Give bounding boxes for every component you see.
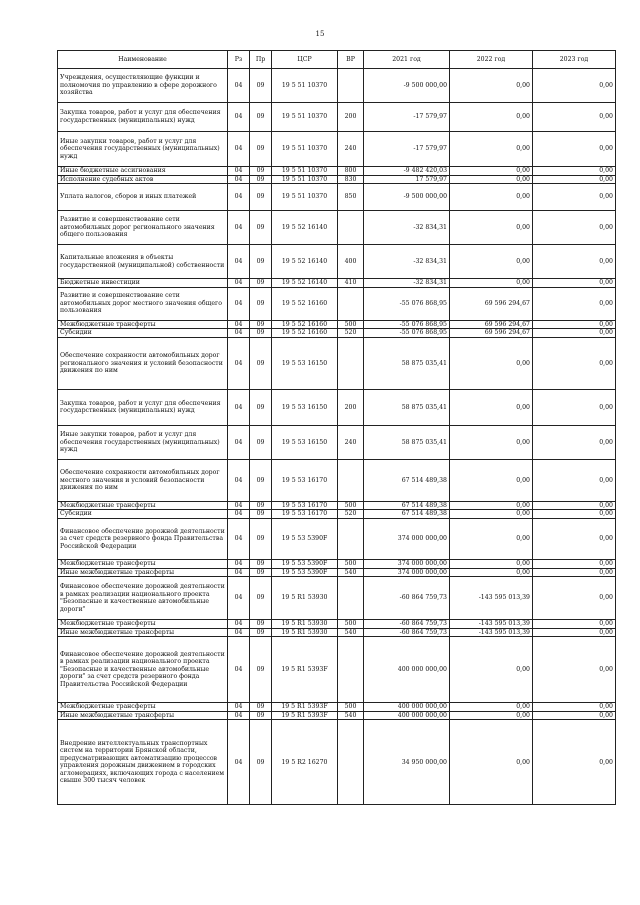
row-amount-2023: 0,00: [533, 510, 616, 519]
row-csr: 19 5 53 5390F: [272, 559, 338, 568]
row-vr: 540: [338, 568, 364, 577]
row-amount-2023: 0,00: [533, 132, 616, 167]
row-rz: 04: [228, 628, 250, 637]
table-row: [58, 510, 616, 519]
row-amount-2021: -60 864 759,73: [364, 577, 450, 620]
row-amount-2022: -143 595 013,39: [450, 577, 533, 620]
row-amount-2022: 0,00: [450, 132, 533, 167]
table-row: [58, 337, 616, 389]
table-row: [58, 184, 616, 211]
row-pr: 09: [250, 167, 272, 176]
row-vr: [338, 69, 364, 103]
row-pr: 09: [250, 637, 272, 703]
row-pr: 09: [250, 459, 272, 501]
row-rz: 04: [228, 577, 250, 620]
row-vr: 850: [338, 184, 364, 211]
row-csr: 19 5 53 16150: [272, 425, 338, 459]
row-amount-2021: 58 875 035,41: [364, 425, 450, 459]
table-row: [58, 425, 616, 459]
row-amount-2021: -55 076 868,95: [364, 287, 450, 320]
row-name: Иные бюджетные ассигнования: [58, 167, 228, 176]
row-amount-2023: 0,00: [533, 320, 616, 329]
row-rz: 04: [228, 389, 250, 425]
row-name: Закупка товаров, работ и услуг для обеспечения государственных (муниципальных) нужд: [58, 103, 228, 132]
table-row: [58, 637, 616, 703]
row-amount-2021: 58 875 035,41: [364, 337, 450, 389]
table-row: [58, 559, 616, 568]
row-name: Иные межбюджетные трансферты: [58, 568, 228, 577]
row-amount-2023: 0,00: [533, 167, 616, 176]
row-name: Учреждения, осуществляющие функции и полномочия по управлению в сфере дорожного хозяйства: [58, 69, 228, 103]
row-pr: 09: [250, 559, 272, 568]
row-rz: 04: [228, 559, 250, 568]
row-amount-2022: 0,00: [450, 637, 533, 703]
row-pr: 09: [250, 245, 272, 279]
row-csr: 19 5 52 16140: [272, 211, 338, 245]
row-amount-2022: 0,00: [450, 103, 533, 132]
row-vr: 200: [338, 389, 364, 425]
row-rz: 04: [228, 211, 250, 245]
row-name: Бюджетные инвестиции: [58, 279, 228, 288]
row-csr: 19 5 52 16140: [272, 245, 338, 279]
row-vr: 830: [338, 175, 364, 184]
row-amount-2022: 0,00: [450, 510, 533, 519]
row-vr: 200: [338, 103, 364, 132]
row-amount-2021: 400 000 000,00: [364, 711, 450, 720]
row-rz: 04: [228, 720, 250, 805]
row-name: Субсидии: [58, 510, 228, 519]
row-amount-2021: 374 000 000,00: [364, 518, 450, 559]
row-csr: 19 5 R1 53930: [272, 628, 338, 637]
table-row: [58, 279, 616, 288]
row-rz: 04: [228, 132, 250, 167]
row-name: Иные межбюджетные трансферты: [58, 628, 228, 637]
row-amount-2022: 0,00: [450, 501, 533, 510]
row-amount-2022: 69 596 294,67: [450, 329, 533, 338]
row-csr: 19 5 53 5390F: [272, 568, 338, 577]
row-vr: [338, 287, 364, 320]
row-amount-2023: 0,00: [533, 103, 616, 132]
row-vr: 540: [338, 711, 364, 720]
table-row: [58, 167, 616, 176]
row-name: Финансовое обеспечение дорожной деятельности за счет средств резервного фонда Правительства Российской Федерации: [58, 518, 228, 559]
row-amount-2023: 0,00: [533, 628, 616, 637]
row-vr: 400: [338, 245, 364, 279]
row-rz: 04: [228, 459, 250, 501]
row-amount-2022: 0,00: [450, 175, 533, 184]
table-row: [58, 703, 616, 712]
row-csr: 19 5 R2 16270: [272, 720, 338, 805]
row-amount-2023: 0,00: [533, 245, 616, 279]
row-amount-2021: -17 579,97: [364, 132, 450, 167]
row-csr: 19 5 53 16150: [272, 337, 338, 389]
row-pr: 09: [250, 711, 272, 720]
row-amount-2023: 0,00: [533, 211, 616, 245]
row-name: Иные закупки товаров, работ и услуг для обеспечения государственных (муниципальных) нужд: [58, 425, 228, 459]
row-pr: 09: [250, 279, 272, 288]
row-rz: 04: [228, 620, 250, 629]
row-amount-2023: 0,00: [533, 501, 616, 510]
row-rz: 04: [228, 518, 250, 559]
table-row: [58, 628, 616, 637]
row-vr: 540: [338, 628, 364, 637]
row-csr: 19 5 R1 5393F: [272, 711, 338, 720]
row-amount-2022: 0,00: [450, 167, 533, 176]
table-body: [58, 69, 616, 805]
row-amount-2023: 0,00: [533, 279, 616, 288]
row-amount-2021: 400 000 000,00: [364, 637, 450, 703]
row-amount-2021: -9 482 420,03: [364, 167, 450, 176]
row-amount-2021: 374 000 000,00: [364, 559, 450, 568]
budget-table: [57, 50, 616, 805]
row-amount-2022: 0,00: [450, 459, 533, 501]
column-header-csr: ЦСР: [272, 51, 338, 69]
row-amount-2023: 0,00: [533, 637, 616, 703]
row-amount-2022: 69 596 294,67: [450, 287, 533, 320]
row-pr: 09: [250, 175, 272, 184]
row-csr: 19 5 52 16160: [272, 320, 338, 329]
row-pr: 09: [250, 568, 272, 577]
table-row: [58, 103, 616, 132]
row-rz: 04: [228, 703, 250, 712]
row-vr: 520: [338, 329, 364, 338]
row-amount-2021: 17 579,97: [364, 175, 450, 184]
row-amount-2022: 0,00: [450, 337, 533, 389]
row-amount-2022: 0,00: [450, 703, 533, 712]
row-amount-2023: 0,00: [533, 620, 616, 629]
row-pr: 09: [250, 211, 272, 245]
row-vr: 500: [338, 620, 364, 629]
row-rz: 04: [228, 425, 250, 459]
row-csr: 19 5 51 10370: [272, 132, 338, 167]
row-amount-2021: -60 864 759,73: [364, 620, 450, 629]
table-row: [58, 245, 616, 279]
row-csr: 19 5 52 16160: [272, 329, 338, 338]
row-amount-2022: 0,00: [450, 279, 533, 288]
row-vr: 500: [338, 320, 364, 329]
row-name: Межбюджетные трансферты: [58, 501, 228, 510]
row-name: Внедрение интеллектуальных транспортных систем на территории Брянской области, предусматривающих автоматизацию процессов управления дорожным движением в городских агломерациях, включающих города с населением свыше 300 тысяч человек: [58, 720, 228, 805]
row-csr: 19 5 51 10370: [272, 175, 338, 184]
column-header-2023: 2023 год: [533, 51, 616, 69]
row-csr: 19 5 53 16170: [272, 501, 338, 510]
row-vr: 240: [338, 132, 364, 167]
row-pr: 09: [250, 518, 272, 559]
row-csr: 19 5 R1 53930: [272, 577, 338, 620]
row-amount-2021: -9 500 000,00: [364, 69, 450, 103]
row-name: Капитальные вложения в объекты государственной (муниципальной) собственности: [58, 245, 228, 279]
row-name: Развитие и совершенствование сети автомобильных дорог регионального значения общего пользования: [58, 211, 228, 245]
table-row: [58, 132, 616, 167]
row-amount-2023: 0,00: [533, 287, 616, 320]
row-rz: 04: [228, 320, 250, 329]
column-header-2022: 2022 год: [450, 51, 533, 69]
row-name: Уплата налогов, сборов и иных платежей: [58, 184, 228, 211]
row-name: Иные межбюджетные трансферты: [58, 711, 228, 720]
row-pr: 09: [250, 703, 272, 712]
table-row: [58, 287, 616, 320]
row-csr: 19 5 52 16140: [272, 279, 338, 288]
row-pr: 09: [250, 501, 272, 510]
row-rz: 04: [228, 245, 250, 279]
row-name: Финансовое обеспечение дорожной деятельности в рамках реализации национального проекта "Безопасные и качественные автомобильные дороги": [58, 577, 228, 620]
row-pr: 09: [250, 287, 272, 320]
row-name: Закупка товаров, работ и услуг для обеспечения государственных (муниципальных) нужд: [58, 389, 228, 425]
row-amount-2022: 0,00: [450, 389, 533, 425]
table-row: [58, 459, 616, 501]
row-amount-2021: 67 514 489,38: [364, 459, 450, 501]
row-csr: 19 5 51 10370: [272, 167, 338, 176]
row-amount-2021: 58 875 035,41: [364, 389, 450, 425]
table-row: [58, 577, 616, 620]
row-amount-2022: 0,00: [450, 568, 533, 577]
row-rz: 04: [228, 184, 250, 211]
row-amount-2021: -32 834,31: [364, 279, 450, 288]
row-amount-2023: 0,00: [533, 337, 616, 389]
row-pr: 09: [250, 577, 272, 620]
row-rz: 04: [228, 69, 250, 103]
row-rz: 04: [228, 103, 250, 132]
row-pr: 09: [250, 510, 272, 519]
row-csr: 19 5 51 10370: [272, 184, 338, 211]
row-csr: 19 5 R1 5393F: [272, 637, 338, 703]
table-row: [58, 389, 616, 425]
row-pr: 09: [250, 425, 272, 459]
row-amount-2023: 0,00: [533, 577, 616, 620]
table-row: [58, 620, 616, 629]
row-amount-2023: 0,00: [533, 720, 616, 805]
row-amount-2023: 0,00: [533, 329, 616, 338]
column-header-pr: Пр: [250, 51, 272, 69]
table-row: [58, 711, 616, 720]
row-name: Межбюджетные трансферты: [58, 620, 228, 629]
row-vr: [338, 637, 364, 703]
row-amount-2022: 0,00: [450, 518, 533, 559]
row-amount-2022: -143 595 013,39: [450, 620, 533, 629]
row-vr: 800: [338, 167, 364, 176]
row-csr: 19 5 53 16170: [272, 459, 338, 501]
row-amount-2022: 0,00: [450, 720, 533, 805]
row-amount-2022: 0,00: [450, 245, 533, 279]
row-amount-2022: 0,00: [450, 559, 533, 568]
row-vr: [338, 459, 364, 501]
row-amount-2021: 374 000 000,00: [364, 568, 450, 577]
table-row: [58, 720, 616, 805]
row-amount-2023: 0,00: [533, 703, 616, 712]
row-pr: 09: [250, 103, 272, 132]
row-name: Иные закупки товаров, работ и услуг для обеспечения государственных (муниципальных) нужд: [58, 132, 228, 167]
row-amount-2021: -9 500 000,00: [364, 184, 450, 211]
row-amount-2022: 0,00: [450, 184, 533, 211]
row-amount-2023: 0,00: [533, 459, 616, 501]
row-vr: [338, 337, 364, 389]
row-vr: [338, 211, 364, 245]
row-amount-2021: 67 514 489,38: [364, 501, 450, 510]
row-name: Исполнение судебных актов: [58, 175, 228, 184]
page-number: 15: [315, 30, 325, 38]
table-row: [58, 69, 616, 103]
table-row: [58, 211, 616, 245]
column-header-2021: 2021 год: [364, 51, 450, 69]
row-amount-2021: -55 076 868,95: [364, 320, 450, 329]
row-vr: 500: [338, 559, 364, 568]
row-vr: 240: [338, 425, 364, 459]
row-pr: 09: [250, 184, 272, 211]
row-amount-2021: -32 834,31: [364, 245, 450, 279]
row-name: Субсидии: [58, 329, 228, 338]
table-row: [58, 175, 616, 184]
row-name: Межбюджетные трансферты: [58, 559, 228, 568]
row-name: Обеспечение сохранности автомобильных дорог местного значения и условий безопасности движения по ним: [58, 459, 228, 501]
row-csr: 19 5 R1 5393F: [272, 703, 338, 712]
row-vr: 410: [338, 279, 364, 288]
row-amount-2021: -32 834,31: [364, 211, 450, 245]
row-amount-2023: 0,00: [533, 184, 616, 211]
row-name: Развитие и совершенствование сети автомобильных дорог местного значения общего пользования: [58, 287, 228, 320]
row-amount-2021: -17 579,97: [364, 103, 450, 132]
row-amount-2023: 0,00: [533, 568, 616, 577]
row-pr: 09: [250, 620, 272, 629]
row-pr: 09: [250, 69, 272, 103]
row-rz: 04: [228, 637, 250, 703]
table-row: [58, 501, 616, 510]
row-csr: 19 5 R1 53930: [272, 620, 338, 629]
row-csr: 19 5 53 16170: [272, 510, 338, 519]
row-vr: 500: [338, 501, 364, 510]
row-rz: 04: [228, 287, 250, 320]
table-row: [58, 518, 616, 559]
row-name: Межбюджетные трансферты: [58, 320, 228, 329]
table-row: [58, 568, 616, 577]
row-rz: 04: [228, 329, 250, 338]
row-csr: 19 5 53 16150: [272, 389, 338, 425]
row-pr: 09: [250, 337, 272, 389]
row-rz: 04: [228, 337, 250, 389]
row-rz: 04: [228, 501, 250, 510]
row-amount-2023: 0,00: [533, 711, 616, 720]
row-vr: [338, 518, 364, 559]
row-amount-2022: 0,00: [450, 211, 533, 245]
row-name: Межбюджетные трансферты: [58, 703, 228, 712]
row-amount-2021: 67 514 489,38: [364, 510, 450, 519]
row-amount-2023: 0,00: [533, 518, 616, 559]
column-header-rz: Рз: [228, 51, 250, 69]
row-amount-2021: -60 864 759,73: [364, 628, 450, 637]
table-row: [58, 320, 616, 329]
row-rz: 04: [228, 175, 250, 184]
row-rz: 04: [228, 279, 250, 288]
row-vr: 500: [338, 703, 364, 712]
column-header-name: Наименование: [58, 51, 228, 69]
row-rz: 04: [228, 167, 250, 176]
row-amount-2021: 400 000 000,00: [364, 703, 450, 712]
row-rz: 04: [228, 568, 250, 577]
row-amount-2022: 0,00: [450, 425, 533, 459]
row-amount-2023: 0,00: [533, 559, 616, 568]
row-amount-2023: 0,00: [533, 389, 616, 425]
table-row: [58, 329, 616, 338]
column-header-vr: ВР: [338, 51, 364, 69]
row-rz: 04: [228, 711, 250, 720]
row-rz: 04: [228, 510, 250, 519]
table-header-row: [58, 51, 616, 69]
row-amount-2023: 0,00: [533, 425, 616, 459]
row-amount-2022: 0,00: [450, 69, 533, 103]
row-pr: 09: [250, 320, 272, 329]
row-csr: 19 5 51 10370: [272, 103, 338, 132]
row-amount-2022: -143 595 013,39: [450, 628, 533, 637]
row-vr: [338, 577, 364, 620]
row-name: Финансовое обеспечение дорожной деятельности в рамках реализации национального проекта "Безопасные и качественные автомобильные дороги" за счет средств резервного фонда Правительства Российской Федерации: [58, 637, 228, 703]
row-vr: 520: [338, 510, 364, 519]
row-amount-2021: 34 950 000,00: [364, 720, 450, 805]
row-vr: [338, 720, 364, 805]
row-csr: 19 5 51 10370: [272, 69, 338, 103]
row-amount-2022: 69 596 294,67: [450, 320, 533, 329]
row-amount-2023: 0,00: [533, 69, 616, 103]
row-pr: 09: [250, 329, 272, 338]
row-pr: 09: [250, 132, 272, 167]
row-csr: 19 5 53 5390F: [272, 518, 338, 559]
row-csr: 19 5 52 16160: [272, 287, 338, 320]
row-amount-2021: -55 076 868,95: [364, 329, 450, 338]
row-amount-2023: 0,00: [533, 175, 616, 184]
row-name: Обеспечение сохранности автомобильных дорог регионального значения и условий безопасности движения по ним: [58, 337, 228, 389]
row-pr: 09: [250, 389, 272, 425]
row-pr: 09: [250, 720, 272, 805]
row-pr: 09: [250, 628, 272, 637]
row-amount-2022: 0,00: [450, 711, 533, 720]
